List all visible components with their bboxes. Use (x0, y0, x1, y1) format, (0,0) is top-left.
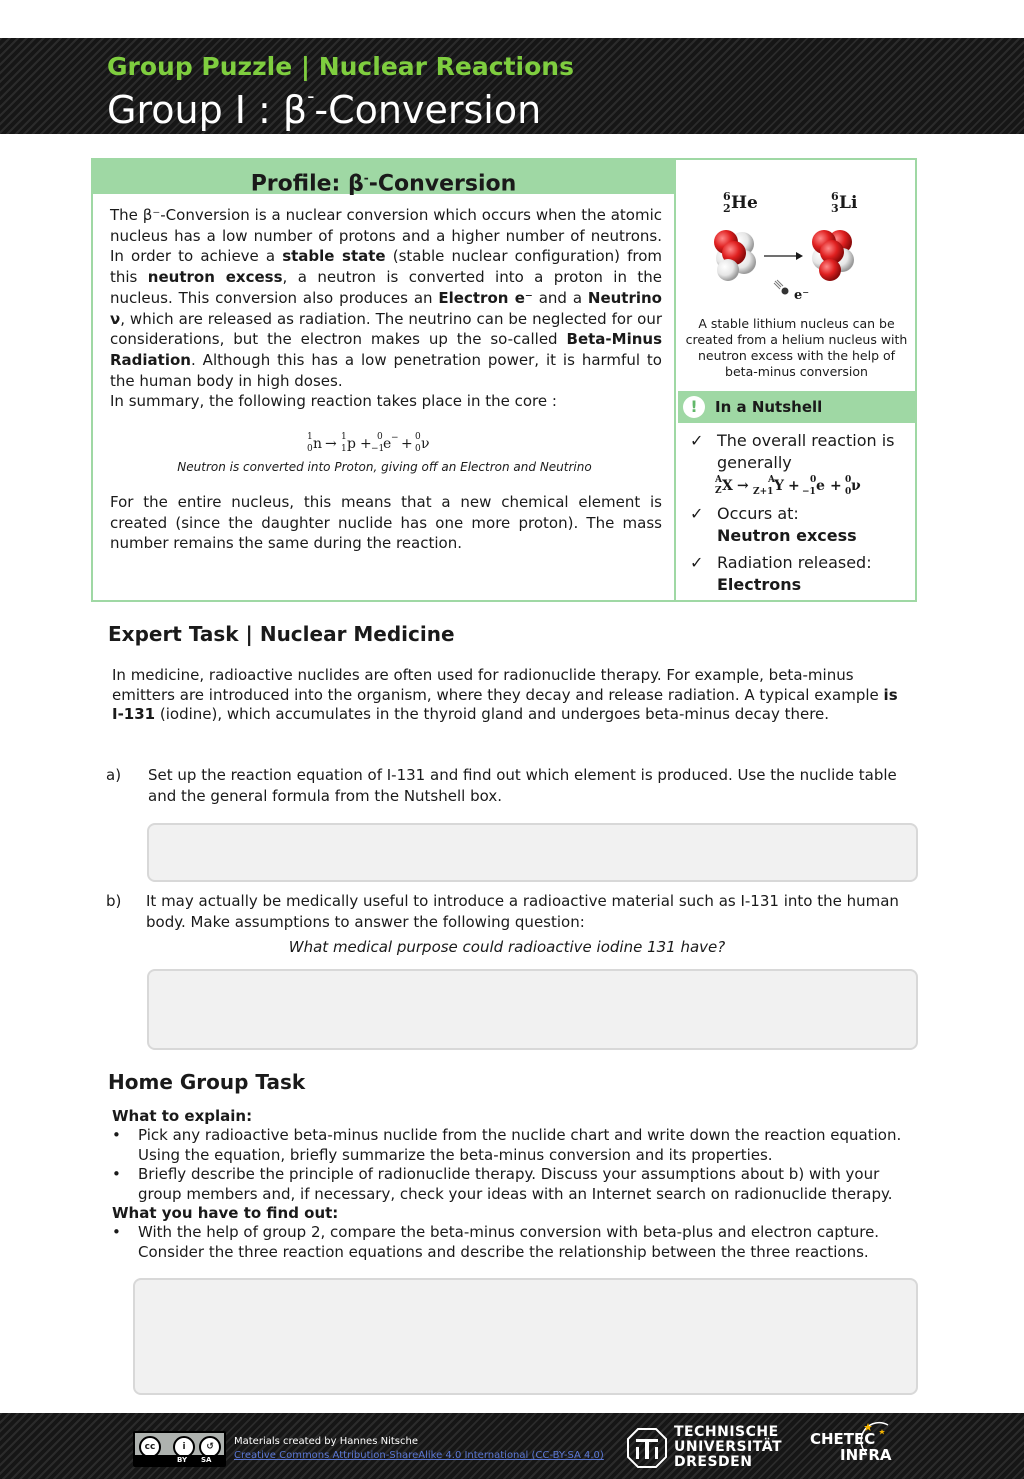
home-task-heading: Home Group Task (108, 1070, 306, 1094)
page-header (0, 38, 1024, 134)
tu-dresden-logo-icon (626, 1427, 668, 1469)
nutshell-item (690, 503, 910, 547)
svg-text:−1: −1 (802, 487, 816, 496)
task-a-marker: a) (106, 766, 122, 784)
nutshell-item-value: Electrons (717, 575, 802, 594)
svg-text:0: 0 (414, 432, 421, 442)
svg-text:Z: Z (715, 486, 722, 496)
bullet-marker: • (112, 1223, 121, 1241)
helium-nucleus (714, 230, 756, 281)
daughter-z: 3 (831, 202, 839, 215)
attribution-icon: i (173, 1436, 195, 1458)
license-link[interactable]: Creative Commons Attribution-ShareAlike 4.0 International (CC-BY-SA 4.0) (234, 1450, 604, 1461)
profile-summary: In summary, the following reaction takes place in the core : (110, 392, 557, 411)
title-prefix: Group I : β (107, 88, 308, 132)
profile-title-prefix: Profile: β (250, 171, 364, 197)
nutshell-item-text: The overall reaction is generally (717, 431, 895, 472)
answer-box-home[interactable] (133, 1278, 918, 1395)
svg-text:n: n (312, 436, 322, 452)
reaction-arrow (764, 252, 803, 260)
profile-paragraph (110, 205, 662, 391)
svg-text:ν: ν (851, 478, 861, 494)
bold-run: neutron excess (147, 268, 283, 287)
svg-text:0: 0 (845, 475, 852, 485)
general-equation (715, 474, 910, 503)
svg-text:X: X (722, 478, 733, 494)
diagram-caption: A stable lithium nucleus can be created from a helium nucleus with neutron excess with the help of beta-minus conversion (685, 316, 908, 379)
svg-text:A: A (768, 475, 775, 485)
electron-label: e⁻ (794, 288, 810, 303)
lithium-nucleus (812, 230, 854, 281)
svg-text:ν: ν (420, 436, 430, 452)
answer-box-b[interactable] (147, 969, 918, 1050)
nutshell-title: In a Nutshell (715, 398, 823, 416)
find-out-bullet-1: With the help of group 2, compare the beta-minus conversion with beta-plus and electron capture. Consider the three reaction equations and describe the relationship between the three reactions. (138, 1223, 880, 1261)
svg-text:+: + (400, 436, 413, 452)
explain-label: What to explain: (112, 1107, 253, 1125)
page-footer (0, 1413, 1024, 1479)
title-sup: - (307, 84, 315, 109)
svg-text:+: + (359, 436, 372, 452)
svg-text:−: − (390, 433, 399, 443)
checkmark-icon: ✓ (690, 553, 704, 572)
explain-bullet-2: Briefly describe the principle of radionuclide therapy. Discuss your assumptions about b) with your group members and, if necessary, check your ideas with an Internet search on radionuclide therapy. (138, 1165, 893, 1203)
text-run: (iodine), which accumulates in the thyroid gland and undergoes beta-minus decay there. (155, 705, 830, 723)
nutshell-item-text: Occurs at: (717, 504, 799, 523)
bold-run: stable state (282, 247, 386, 266)
profile-heading (93, 160, 674, 197)
reaction-equation (93, 431, 676, 459)
expert-task-heading: Expert Task | Nuclear Medicine (108, 622, 455, 646)
find-out-label: What you have to find out: (112, 1204, 339, 1222)
svg-text:1: 1 (340, 432, 347, 442)
profile-title-sup: - (363, 171, 369, 185)
svg-text:−1: −1 (370, 444, 384, 454)
cc-license-icon[interactable] (133, 1431, 226, 1467)
text-run: In medicine, radioactive nuclides are often used for radionuclide therapy. For example, beta-minus emitters are introduced into the organism, where they decay and release radiation. A typical example (112, 666, 884, 704)
text-run: , which are released as radiation. The neutrino can be neglected for our considerations, but the electron makes up the so-called (110, 309, 662, 349)
checkmark-icon: ✓ (690, 431, 704, 450)
text-run: , a neutron is converted into a proton in the nucleus. This conversion also produces an (110, 268, 663, 307)
title-suffix: -Conversion (314, 88, 542, 132)
cc-badge-bar (135, 1455, 224, 1465)
svg-text:A: A (715, 475, 722, 485)
profile-text (110, 205, 662, 412)
text-run: . Although this has a low penetration power, it is harmful to the human body in high doses. (110, 350, 662, 390)
svg-text:1: 1 (306, 432, 313, 442)
tu-dresden-logo (674, 1425, 782, 1470)
daughter-mass: 6 (831, 190, 839, 203)
explain-bullet-1: Pick any radioactive beta-minus nuclide from the nuclide chart and write down the reaction equation. Using the equation, briefly summarize the beta-minus conversion and its properties. (138, 1126, 902, 1164)
cc-icon: cc (139, 1436, 161, 1458)
chetec-line: INFRA (840, 1446, 892, 1464)
header-kicker: Group Puzzle | Nuclear Reactions (107, 52, 574, 81)
parent-symbol: He (731, 193, 758, 213)
nutshell-list (690, 430, 910, 596)
cc-by-label: BY (177, 1456, 188, 1464)
daughter-symbol: Li (839, 193, 858, 213)
profile-box (91, 158, 917, 602)
svg-text:e: e (382, 436, 391, 452)
parent-z: 2 (723, 202, 731, 215)
task-b-text: It may actually be medically useful to introduce a radioactive material such as I-131 into the human body. Make assumptions to answer the following question: (146, 892, 899, 931)
tud-line: DRESDEN (674, 1454, 753, 1470)
parent-mass: 6 (723, 190, 731, 203)
nutshell-item-text: Radiation released: (717, 553, 872, 572)
general-equation-svg (715, 474, 895, 496)
answer-box-a[interactable] (147, 823, 918, 882)
page-title (107, 84, 542, 132)
task-a-text: Set up the reaction equation of I-131 and find out which element is produced. Use the nuclide table and the general formula from the Nutshell box. (148, 766, 897, 805)
text-run: (stable nuclear configuration) from this (110, 247, 662, 287)
nutshell-item (690, 552, 910, 596)
text-run: The β⁻-Conversion is a nuclear conversion which occurs when the atomic nucleus has a low number of protons and a higher number of neutrons. In order to achieve a (110, 206, 662, 266)
profile-title-suffix: -Conversion (368, 171, 517, 197)
author-credit: Materials created by Hannes Nitsche (234, 1436, 418, 1447)
exclamation-icon: ! (683, 396, 705, 418)
tud-line: UNIVERSITÄT (674, 1439, 783, 1455)
equation-svg (305, 431, 465, 455)
nutshell-item-value: Neutron excess (717, 526, 857, 545)
svg-text:→: → (324, 436, 337, 452)
svg-text:+: + (830, 478, 842, 494)
profile-conclusion: For the entire nucleus, this means that a new chemical element is created (since the daughter nuclide has one more proton). The mass number remains the same during the reaction. (110, 493, 662, 553)
svg-text:0: 0 (306, 444, 313, 454)
bullet-marker: • (112, 1165, 121, 1183)
nutshell-heading (678, 391, 917, 423)
equation-caption: Neutron is converted into Proton, giving off an Electron and Neutrino (177, 460, 592, 474)
electron-particle (774, 280, 789, 295)
svg-text:+: + (788, 478, 800, 494)
svg-text:0: 0 (845, 487, 852, 496)
cc-sa-label: SA (201, 1456, 212, 1464)
svg-text:0: 0 (414, 444, 421, 454)
svg-text:0: 0 (810, 475, 817, 485)
expert-intro (112, 666, 902, 725)
svg-text:0: 0 (376, 432, 383, 442)
share-alike-icon: ↺ (199, 1436, 221, 1458)
bold-run: Neutrino ν (110, 288, 662, 328)
tud-line: TECHNISCHE (674, 1424, 779, 1440)
bold-run: Electron e⁻ (438, 288, 533, 307)
star-icon (858, 1419, 898, 1459)
bold-run: Beta-Minus Radiation (110, 330, 662, 369)
checkmark-icon: ✓ (690, 504, 704, 523)
nutshell-item (690, 430, 910, 503)
text-run: and a (532, 288, 588, 307)
svg-text:Y: Y (774, 478, 784, 494)
svg-text:Z+1: Z+1 (753, 487, 774, 496)
task-b-marker: b) (106, 892, 122, 910)
svg-text:e: e (816, 478, 825, 494)
bold-run: is I-131 (112, 685, 898, 723)
profile-main (93, 160, 676, 600)
svg-text:p: p (346, 436, 356, 452)
svg-text:1: 1 (340, 444, 347, 454)
task-b-question: What medical purpose could radioactive iodine 131 have? (288, 938, 726, 956)
svg-text:→: → (737, 478, 749, 494)
chetec-line: CHETEC (810, 1430, 876, 1448)
bullet-marker: • (112, 1126, 121, 1144)
profile-sidebar (678, 160, 915, 600)
